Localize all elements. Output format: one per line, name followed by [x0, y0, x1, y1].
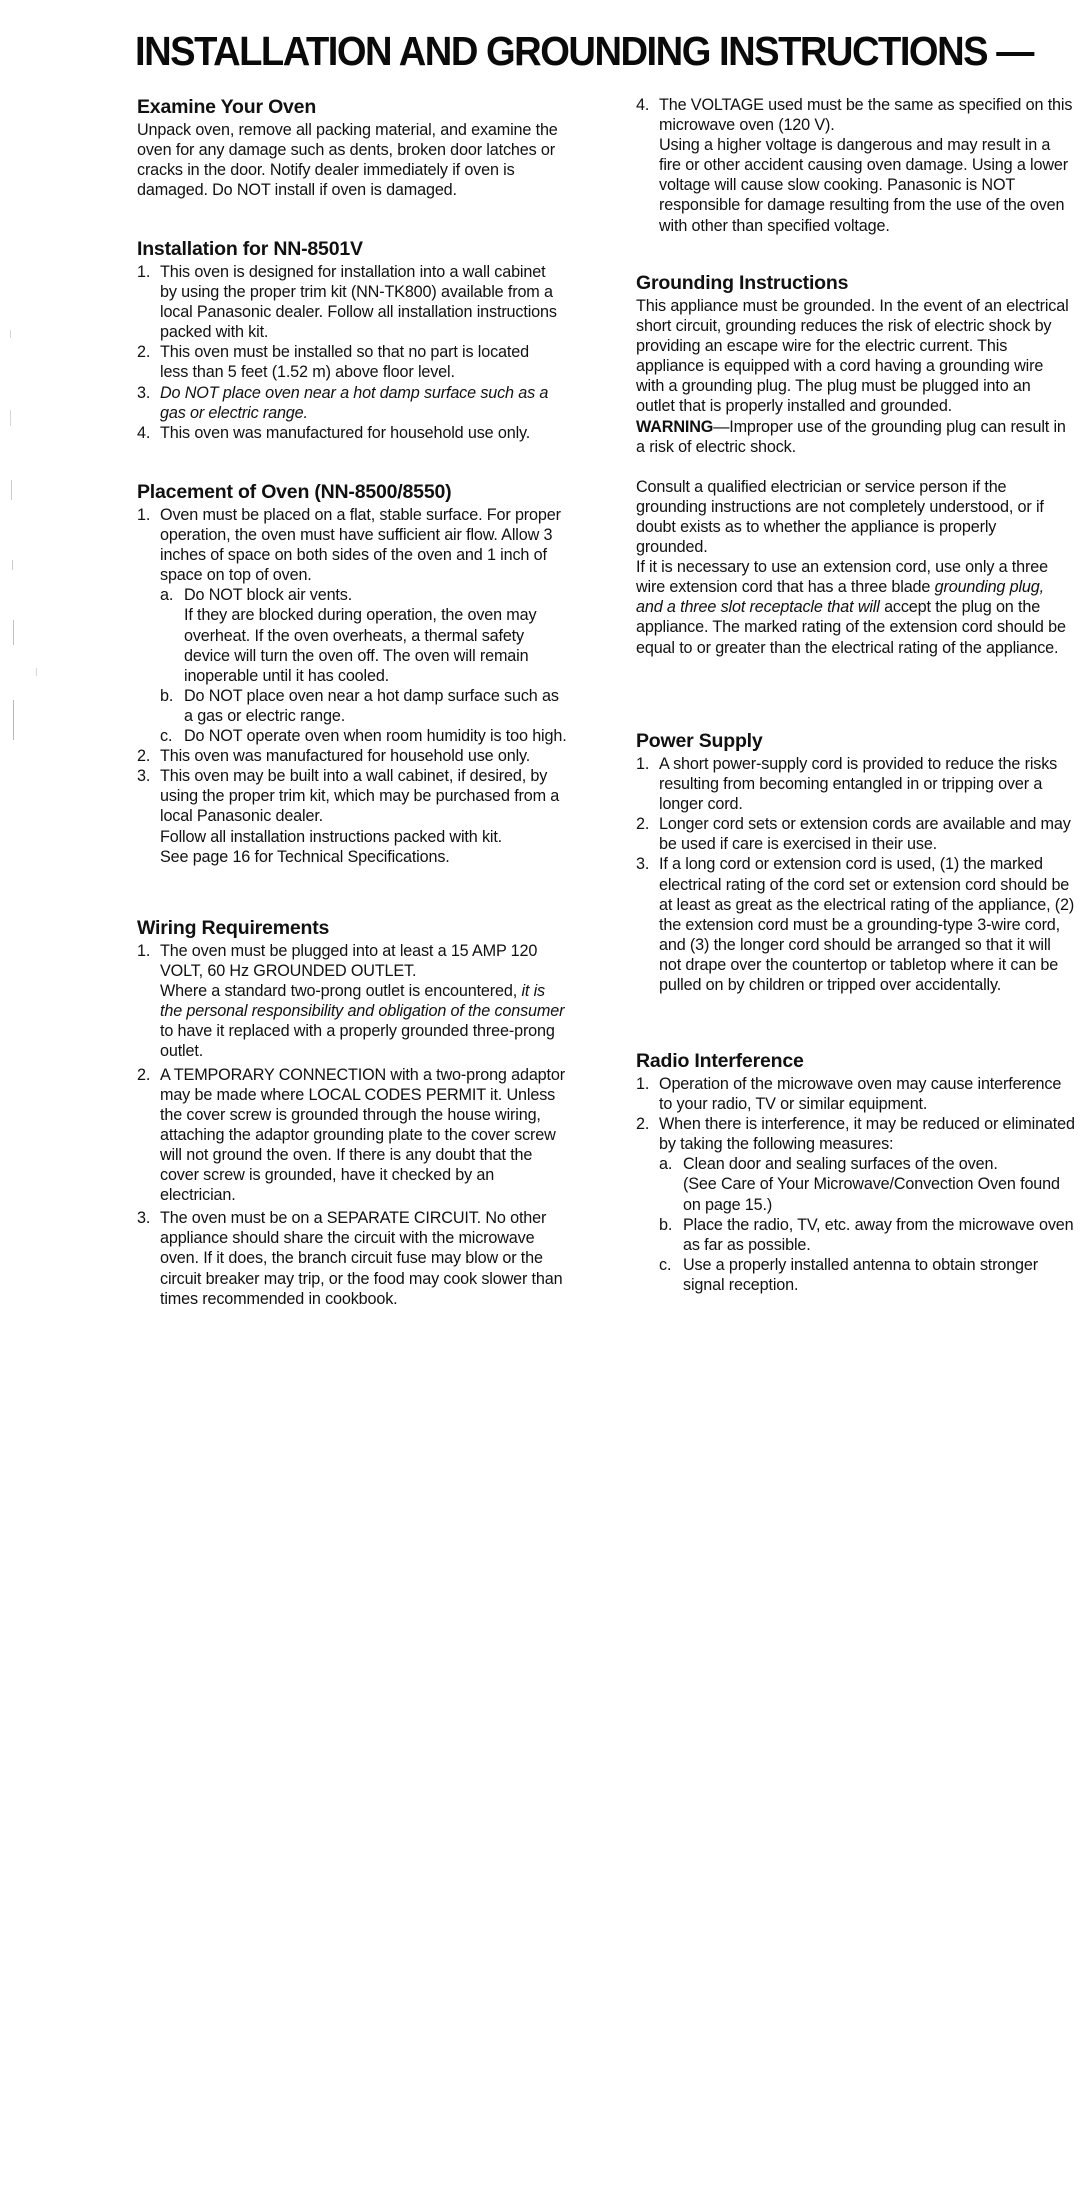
sub-item-letter: c. — [659, 1255, 672, 1274]
item-text: The oven must be on a SEPARATE CIRCUIT. No other appliance should share the circuit with the microwave oven. If it does, the branch circuit fuse may blow or the circuit breaker may trip, or the food may cook slower than times recommended in cookbook. — [160, 1209, 563, 1308]
sub-item-text: Use a properly installed antenna to obtain stronger signal reception. — [683, 1255, 1038, 1294]
item-number: 2. — [137, 1065, 151, 1084]
section-radio-interference — [636, 1050, 1076, 1295]
extension-emphasis: grounding plug, and a three slot receptacle that will — [636, 578, 1044, 617]
list-item — [636, 1074, 1076, 1114]
section-heading: Installation for NN-8501V — [137, 238, 363, 260]
warning-paragraph — [636, 417, 1072, 457]
item-number: 3. — [636, 855, 650, 874]
sub-item — [160, 726, 569, 746]
item-number: 2. — [137, 747, 151, 766]
section-heading: Placement of Oven (NN-8500/8550) — [137, 481, 452, 503]
item-text: This oven was manufactured for household use only. — [160, 747, 531, 766]
item-detail: Using a higher voltage is dangerous and may result in a fire or other accident causing oven damage. Using a lower voltage will cause slow cooking. Panasonic is NOT responsible for damage resulting from the use of the oven with other than specified voltage. — [659, 136, 1068, 235]
section-heading: Wiring Requirements — [137, 917, 330, 939]
item-text: This oven may be built into a wall cabinet, if desired, by using the proper trim kit, which may be purchased from a local Panasonic dealer. — [160, 767, 560, 826]
section-grounding-instructions — [636, 272, 1076, 658]
section-wiring-requirements — [137, 917, 577, 1309]
item-text: Operation of the microwave oven may cause interference to your radio, TV or similar equipment. — [659, 1075, 1062, 1114]
item-text: This oven is designed for installation into a wall cabinet by using the proper trim kit (NN-TK800) available from a local Panasonic dealer. Follow all installation instructions packed with kit. — [160, 263, 557, 342]
item-number: 3. — [137, 383, 151, 402]
section-body: Unpack oven, remove all packing material, and examine the oven for any damage such as dents, broken door latches or cracks in the door. Notify dealer immediately if oven is damaged. Do NOT install if oven is damaged. — [137, 121, 558, 200]
page-title: INSTALLATION AND GROUNDING INSTRUCTIONS — — [135, 28, 1033, 74]
sub-item — [160, 585, 569, 685]
sub-item-letter: a. — [659, 1155, 673, 1174]
section-heading: Radio Interference — [636, 1050, 804, 1072]
list-item — [636, 95, 1076, 236]
item-text: Do NOT place oven near a hot damp surface such as a gas or electric range. — [160, 383, 549, 422]
sub-item-letter: a. — [160, 586, 174, 605]
item-detail: Follow all installation instructions packed with kit. — [160, 827, 503, 846]
item-number: 2. — [636, 1115, 650, 1134]
item-text: This oven must be installed so that no part is located less than 5 feet (1.52 m) above floor level. — [160, 343, 529, 382]
item-number: 2. — [137, 343, 151, 362]
item-text: The VOLTAGE used must be the same as specified on this microwave oven (120 V). — [659, 96, 1073, 135]
list-item — [137, 423, 557, 443]
sub-item-letter: c. — [160, 727, 173, 746]
sub-item — [659, 1255, 1076, 1295]
list-item — [137, 766, 569, 866]
sub-item-detail: If they are blocked during operation, the oven may overheat. If the oven overheats, a thermal safety device will turn the oven off. The oven will remain inoperable until it has cooled. — [184, 606, 537, 685]
item-text: Longer cord sets or extension cords are available and may be used if care is exercised in their use. — [659, 815, 1071, 854]
voltage-list — [636, 95, 1076, 236]
item-text: When there is interference, it may be reduced or eliminated by taking the following measures: — [659, 1115, 1075, 1154]
list-item — [137, 746, 569, 766]
item-number: 1. — [137, 506, 151, 524]
item-number: 3. — [137, 1209, 151, 1228]
radio-sublist — [659, 1154, 1076, 1295]
list-item — [636, 814, 1076, 854]
power-list — [636, 754, 1076, 995]
item-number: 4. — [137, 423, 151, 442]
item-detail-emphasis: it is the personal responsibility and obligation of the consumer — [160, 982, 565, 1021]
scan-artifact — [13, 700, 14, 740]
item-text: Oven must be placed on a flat, stable surface. For proper operation, the oven must have sufficient air flow. Allow 3 inches of space on both sides of the oven and 1 inch of space on top of oven. — [160, 506, 561, 585]
scan-artifact — [10, 330, 11, 338]
scan-artifact — [10, 410, 11, 426]
item-number: 1. — [636, 1075, 650, 1093]
sub-item-letter: b. — [160, 686, 174, 705]
spacer — [636, 457, 1076, 477]
sub-item-text: Do NOT place oven near a hot damp surface such as a gas or electric range. — [184, 686, 559, 725]
item-number: 1. — [636, 755, 650, 773]
item-number: 2. — [636, 815, 650, 834]
section-heading: Examine Your Oven — [137, 96, 317, 118]
radio-list — [636, 1074, 1076, 1295]
scan-artifact — [36, 668, 37, 676]
sub-item-text: Place the radio, TV, etc. away from the microwave oven as far as possible. — [683, 1215, 1074, 1254]
list-item — [137, 941, 565, 1062]
scan-artifact — [11, 480, 12, 500]
sub-item-text: Do NOT operate oven when room humidity is too high. — [184, 727, 567, 746]
sub-item — [659, 1215, 1076, 1255]
sub-item — [659, 1154, 1076, 1214]
placement-list — [137, 505, 569, 867]
item-text: If a long cord or extension cord is used, (1) the marked electrical rating of the cord set or extension cord should be at least as great as the electrical rating of the appliance, (2) the extension cord must be a grounding-type 3-wire cord, and (3) the longer cord should be arranged so that it will not drape over the countertop or tabletop where it can be pulled on by children or tripped over accidentally. — [659, 855, 1075, 995]
sub-item-letter: b. — [659, 1215, 673, 1234]
item-text: The oven must be plugged into at least a 15 AMP 120 VOLT, 60 Hz GROUNDED OUTLET. — [160, 942, 538, 981]
page-reference: See page 16 for Technical Specifications. — [160, 847, 450, 866]
warning-text: —Improper use of the grounding plug can result in a risk of electric shock. — [636, 417, 1066, 456]
list-item — [137, 1065, 565, 1206]
list-item — [137, 1208, 565, 1308]
sub-item-text: Clean door and sealing surfaces of the oven. — [683, 1155, 998, 1174]
list-item — [137, 342, 557, 382]
section-examine-your-oven — [137, 96, 577, 200]
item-number: 1. — [137, 263, 151, 281]
extension-text: If it is necessary to use an extension cord, use only a three wire extension cord that has a three blade — [636, 558, 1048, 597]
extension-cord-paragraph — [636, 557, 1072, 657]
section-placement — [137, 481, 577, 867]
item-detail: Where a standard two-prong outlet is encountered, — [160, 982, 518, 1001]
list-item — [636, 1114, 1076, 1295]
item-text: This oven was manufactured for household use only. — [160, 423, 531, 442]
list-item — [636, 754, 1076, 814]
section-heading: Grounding Instructions — [636, 272, 849, 294]
section-voltage — [636, 95, 1076, 236]
list-item — [137, 262, 557, 342]
sub-item — [160, 686, 569, 726]
wiring-list — [137, 941, 565, 1309]
section-body: This appliance must be grounded. In the event of an electrical short circuit, grounding reduces the risk of electric shock by providing an escape wire for the electric current. This appliance is equipped with a cord having a grounding wire with a grounding plug. The plug must be plugged into an outlet that is properly installed and grounded. — [636, 297, 1069, 416]
extension-text: accept the plug on the appliance. The marked rating of the extension cord should be equal to or greater than the electrical rating of the appliance. — [636, 598, 1066, 657]
item-number: 4. — [636, 96, 650, 114]
page-reference: (See Care of Your Microwave/Convection Oven found on page 15.) — [683, 1175, 1060, 1214]
installation-list — [137, 262, 557, 443]
section-heading: Power Supply — [636, 730, 763, 752]
section-installation — [137, 238, 577, 443]
scan-artifact — [13, 620, 14, 645]
section-power-supply — [636, 730, 1076, 995]
sub-item-text: Do NOT block air vents. — [184, 586, 353, 605]
item-text: A TEMPORARY CONNECTION with a two-prong adaptor may be made where LOCAL CODES PERMIT it. Unless the cover screw is grounded through the house wiring, attaching the adaptor grounding plate to the cover screw will not ground the oven. If there is any doubt that the cover screw is grounded, have it checked by an electrician. — [160, 1065, 565, 1205]
item-detail: to have it replaced with a properly grounded three-prong outlet. — [160, 1022, 555, 1061]
item-number: 1. — [137, 942, 151, 960]
item-text: A short power-supply cord is provided to reduce the risks resulting from becoming entangled in or tripping over a longer cord. — [659, 755, 1058, 814]
scan-artifact — [12, 560, 13, 570]
item-number: 3. — [137, 767, 151, 786]
list-item — [137, 383, 557, 423]
warning-label: WARNING — [636, 417, 714, 436]
consult-paragraph: Consult a qualified electrician or service person if the grounding instructions are not completely understood, or if doubt exists as to whether the appliance is properly grounded. — [636, 477, 1044, 557]
list-item — [636, 854, 1076, 995]
list-item — [137, 505, 569, 746]
placement-sublist — [160, 585, 569, 746]
